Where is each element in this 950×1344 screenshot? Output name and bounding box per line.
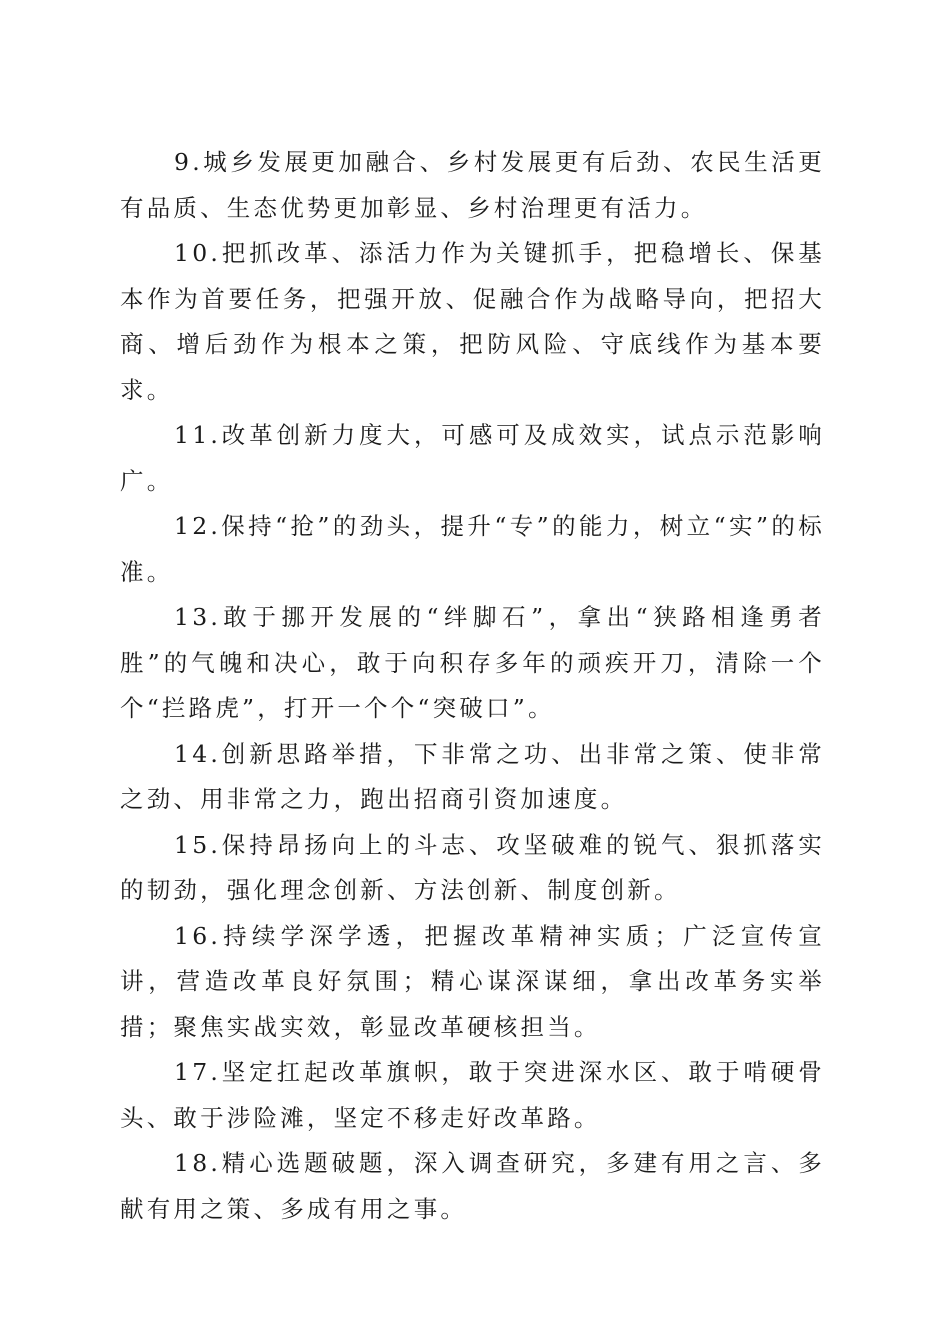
paragraph-15: 15.保持昂扬向上的斗志、攻坚破难的锐气、狠抓落实的韧劲，强化理念创新、方法创新、制度创新。: [120, 830, 825, 904]
paragraph-10: 10.把抓改革、添活力作为关键抓手，把稳增长、保基本作为首要任务，把强开放、促融合作为战略导向，把招大商、增后劲作为根本之策，把防风险、守底线作为基本要求。: [120, 239, 825, 404]
document-page: [120, 140, 825, 1232]
paragraph-9: 9.城乡发展更加融合、乡村发展更有后劲、农民生活更有品质、生态优势更加彰显、乡村治理更有活力。: [120, 148, 825, 222]
paragraph-14: 14.创新思路举措，下非常之功、出非常之策、使非常之劲、用非常之力，跑出招商引资加速度。: [120, 739, 825, 813]
paragraph-18: 18.精心选题破题，深入调查研究，多建有用之言、多献有用之策、多成有用之事。: [120, 1149, 825, 1223]
paragraph-13: 13.敢于挪开发展的“绊脚石”，拿出“狭路相逢勇者胜”的气魄和决心，敢于向积存多年的顽疾开刀，清除一个个“拦路虎”，打开一个个“突破口”。: [120, 603, 825, 722]
paragraph-12: 12.保持“抢”的劲头，提升“专”的能力，树立“实”的标准。: [120, 512, 825, 586]
paragraph-17: 17.坚定扛起改革旗帜，敢于突进深水区、敢于啃硬骨头、敢于涉险滩，坚定不移走好改革路。: [120, 1058, 825, 1132]
paragraph-16: 16.持续学深学透，把握改革精神实质；广泛宣传宣讲，营造改革良好氛围；精心谋深谋细，拿出改革务实举措；聚焦实战实效，彰显改革硬核担当。: [120, 921, 825, 1041]
paragraph-11: 11.改革创新力度大，可感可及成效实，试点示范影响广。: [120, 421, 825, 495]
